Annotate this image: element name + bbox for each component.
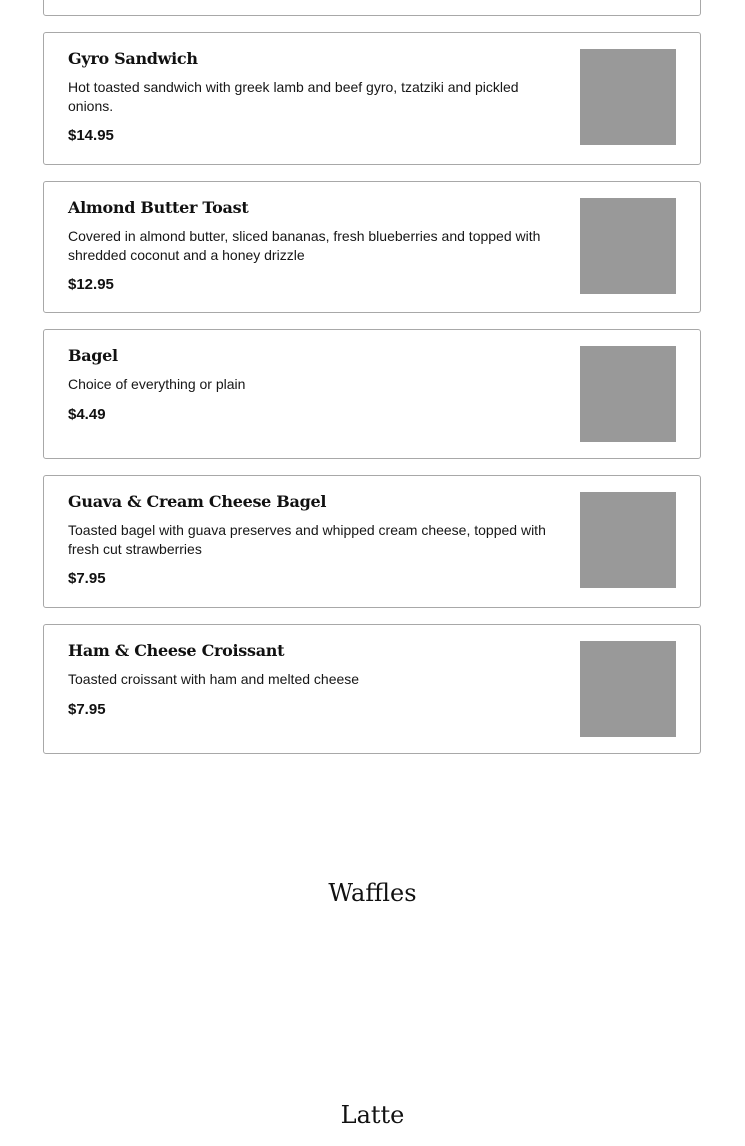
menu-item-card[interactable] [43,329,701,459]
menu-item-image [580,641,676,737]
menu-item-name: Almond Butter Toast [68,198,249,217]
menu-item-image [580,49,676,145]
menu-item-info [68,49,558,145]
menu-item-image [580,346,676,442]
menu-item-image [580,198,676,294]
menu-item-price: $7.95 [68,570,106,587]
menu-item-description: Choice of everything or plain [68,376,246,392]
menu-item-card[interactable] [43,181,701,313]
menu-item-card[interactable] [43,32,701,165]
menu-item-description: Hot toasted sandwich with greek lamb and beef gyro, tzatziki and pickled onions. [68,79,519,114]
menu-item-info [68,346,558,424]
menu-item-name: Bagel [68,346,118,365]
menu-item-description: Toasted croissant with ham and melted cheese [68,671,360,687]
menu-item-price: $14.95 [68,127,114,144]
menu-item-card[interactable] [43,624,701,754]
menu-item-card[interactable] [43,475,701,608]
section-title-latte: Latte [340,1101,405,1129]
menu-item-card-partial[interactable] [43,0,701,16]
menu-item-price: $7.95 [68,700,106,718]
section-title-waffles: Waffles [328,879,417,907]
menu-item-description: Toasted bagel with guava preserves and whipped cream cheese, topped with fresh cut strawberries [68,522,546,557]
menu-item-name: Guava & Cream Cheese Bagel [68,492,327,511]
menu-item-name: Gyro Sandwich [68,49,198,68]
menu-item-price: $4.49 [68,405,106,423]
menu-item-info [68,492,558,588]
menu-item-description: Covered in almond butter, sliced bananas, fresh blueberries and topped with shredded coconut and a honey drizzle [68,228,541,263]
menu-item-info [68,641,558,719]
menu-item-image [580,492,676,588]
menu-item-price: $12.95 [68,276,114,293]
menu-item-name: Ham & Cheese Croissant [68,641,285,660]
menu-item-info [68,198,558,294]
